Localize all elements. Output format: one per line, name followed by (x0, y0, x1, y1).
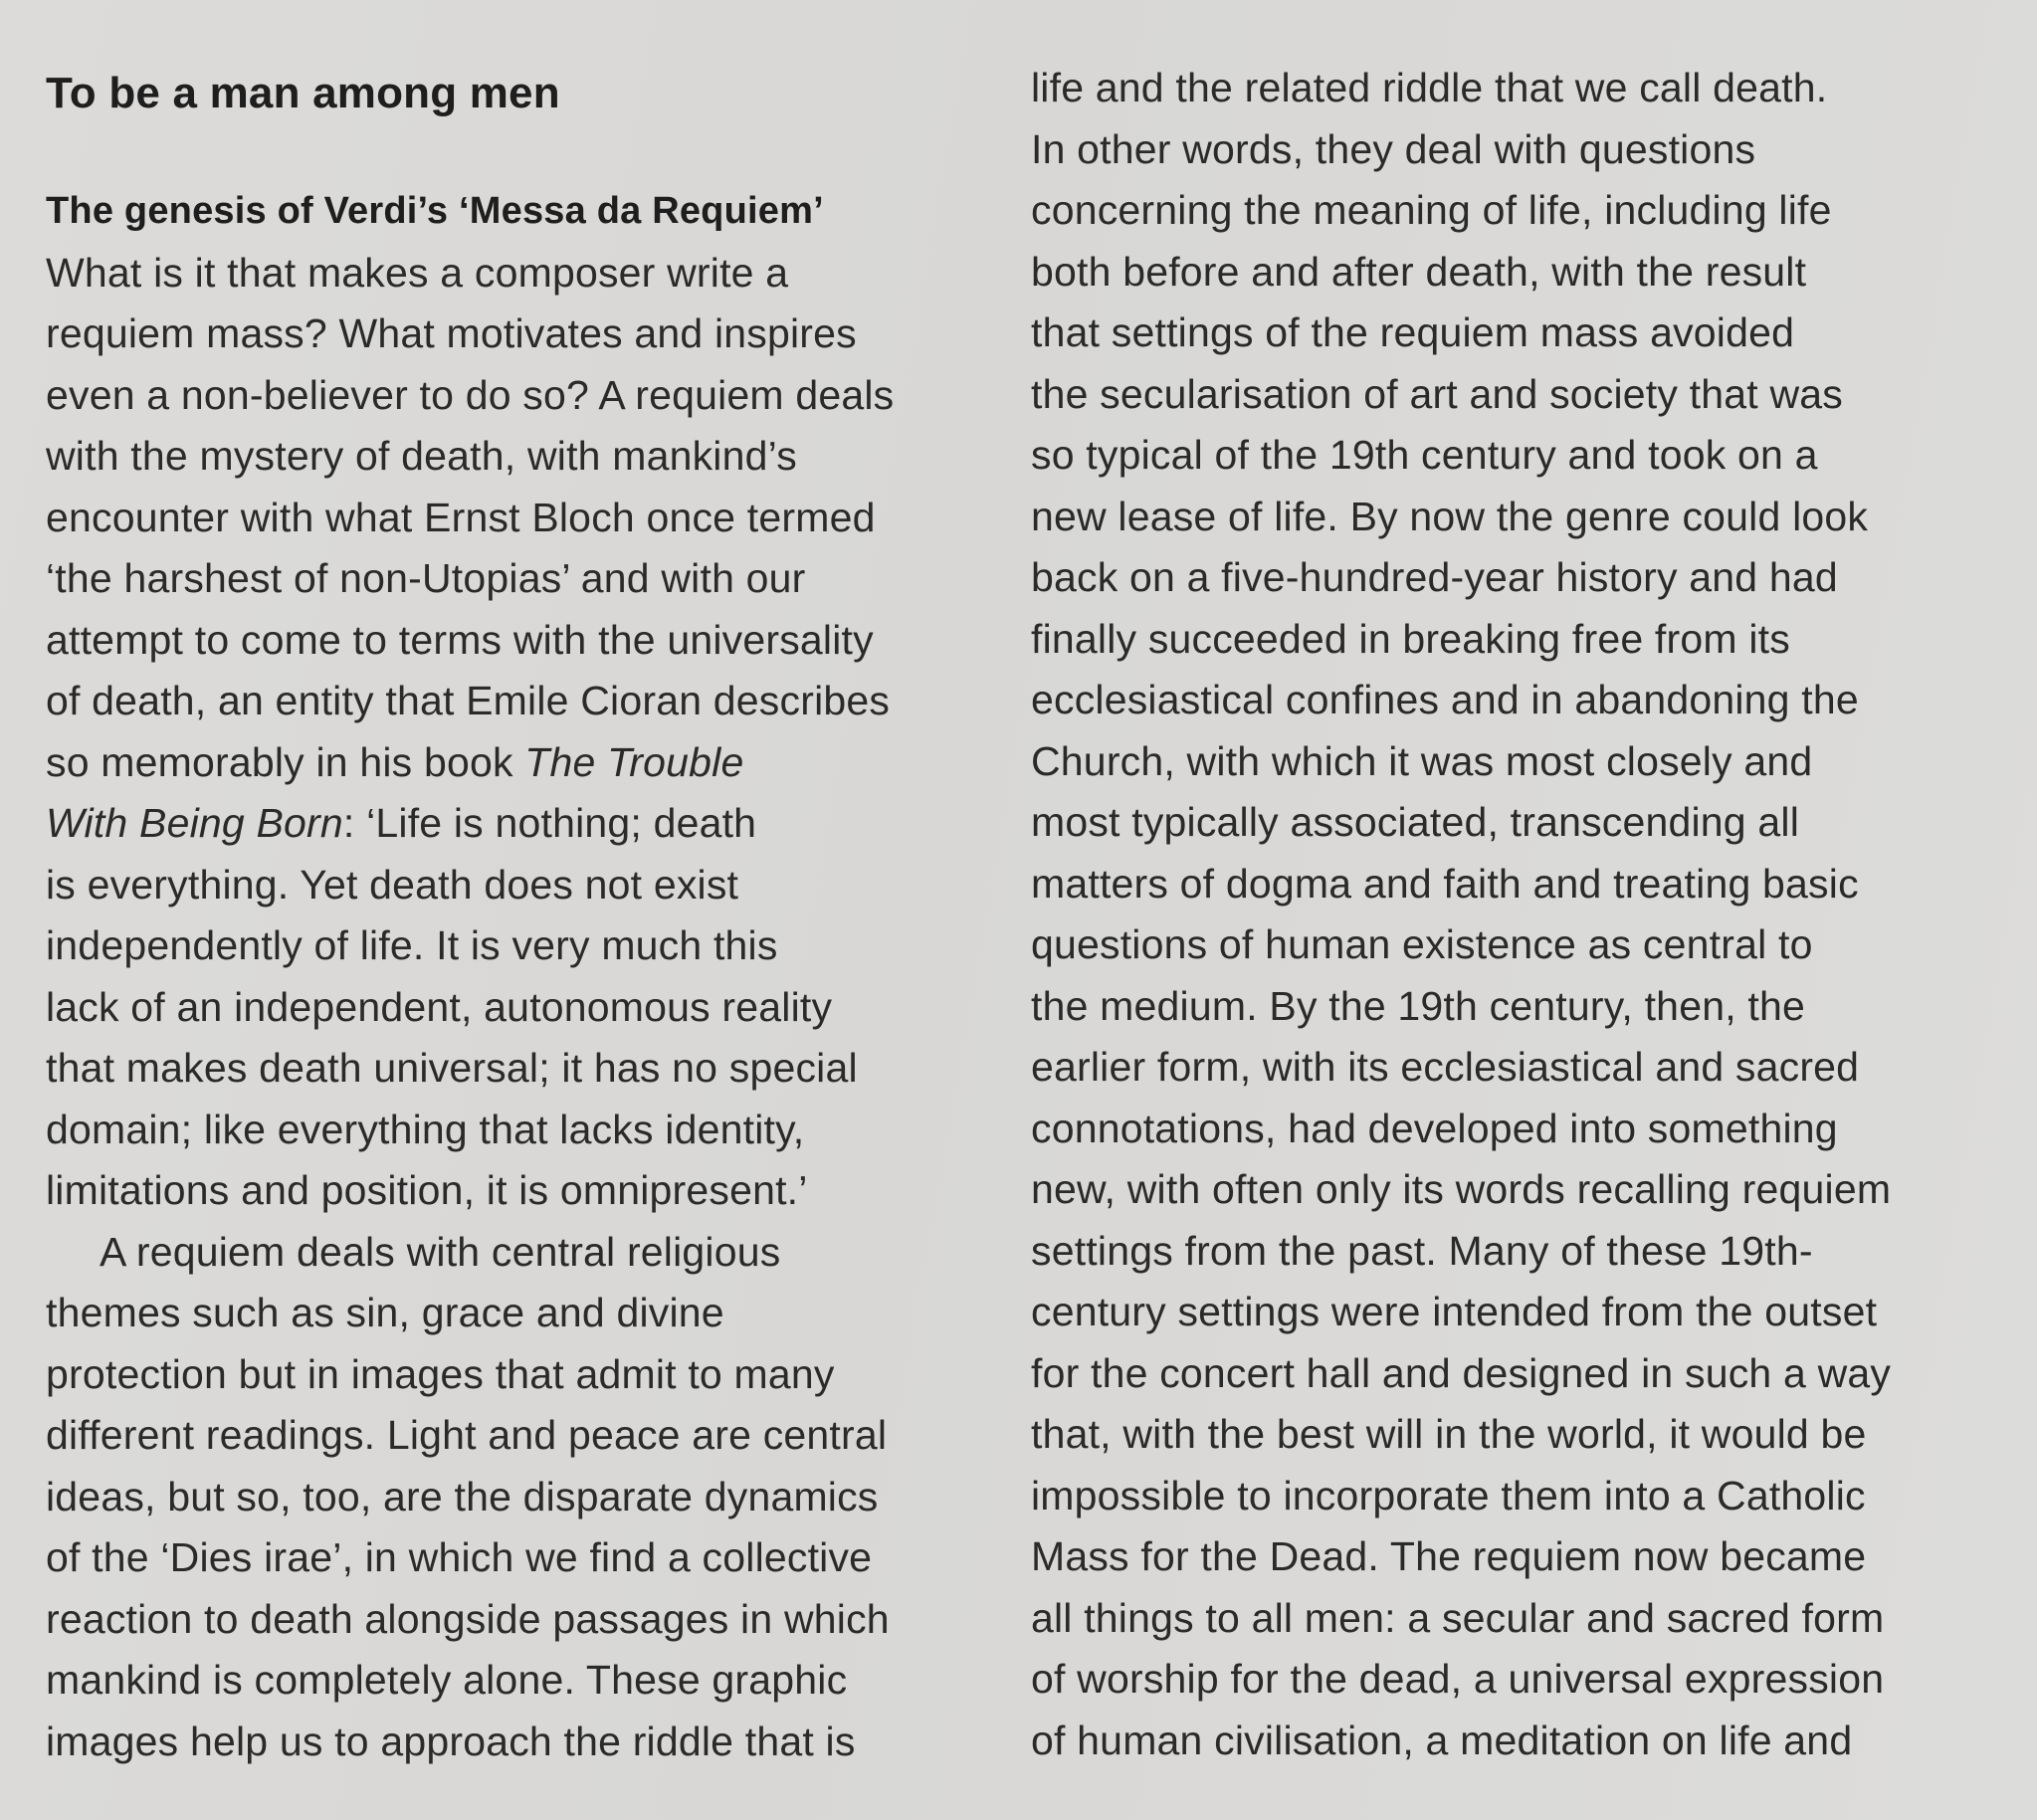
text-fragment: : ‘Life is nothing; death (342, 800, 757, 846)
text-line: that makes death universal; it has no special (46, 1045, 858, 1091)
text-line: ideas, but so, too, are the disparate dynamics (46, 1473, 879, 1519)
text-line: so typical of the 19th century and took on a (1031, 432, 1818, 478)
text-line: is everything. Yet death does not exist (46, 861, 739, 908)
text-line: new lease of life. By now the genre could look (1031, 493, 1869, 539)
text-line: most typically associated, transcending all (1031, 799, 1800, 845)
text-line: of worship for the dead, a universal expression (1031, 1656, 1885, 1702)
text-line: of the ‘Dies irae’, in which we find a collective (46, 1534, 873, 1580)
text-line: that, with the best will in the world, it would be (1031, 1411, 1867, 1457)
text-line (46, 732, 961, 794)
text-line: that settings of the requiem mass avoided (1031, 309, 1795, 355)
text-line: questions of human existence as central to (1031, 921, 1813, 967)
text-line: In other words, they deal with questions (1031, 125, 1756, 172)
text-line: themes such as sin, grace and divine (46, 1290, 724, 1335)
right-column (1031, 58, 1986, 1771)
text-line: both before and after death, with the result (1031, 248, 1807, 295)
text-line: concerning the meaning of life, including life (1031, 187, 1832, 233)
text-line: What is it that makes a composer write a (46, 249, 789, 296)
text-line: independently of life. It is very much this (46, 922, 778, 968)
text-line: with the mystery of death, with mankind’s (46, 433, 797, 479)
text-line: settings from the past. Many of these 19th- (1031, 1227, 1813, 1274)
text-line (46, 793, 961, 855)
paragraph-start-line: A requiem deals with central religious (100, 1228, 781, 1275)
text-line: images help us to approach the riddle that is (46, 1718, 856, 1764)
text-line: limitations and position, it is omnipresent.’ (46, 1167, 808, 1213)
text-line: attempt to come to terms with the universality (46, 616, 874, 663)
text-line: finally succeeded in breaking free from its (1031, 615, 1790, 662)
text-line: earlier form, with its ecclesiastical and sacred (1031, 1044, 1860, 1090)
text-line: lack of an independent, autonomous reality (46, 983, 833, 1030)
text-line: ecclesiastical confines and in abandoning the (1031, 677, 1859, 722)
text-line: new, with often only its words recalling requiem (1031, 1166, 1892, 1212)
book-title-fragment: With Being Born (46, 800, 343, 846)
text-line: all things to all men: a secular and sacred form (1031, 1594, 1885, 1641)
text-line: matters of dogma and faith and treating basic (1031, 860, 1859, 907)
text-line: protection but in images that admit to many (46, 1350, 835, 1397)
article-title: To be a man among men (46, 69, 560, 117)
book-title-fragment: The Trouble (524, 738, 744, 785)
text-line: ‘the harshest of non-Utopias’ and with our (46, 555, 806, 601)
article-subtitle: The genesis of Verdi’s ‘Messa da Requiem’ (46, 190, 824, 232)
left-column (46, 66, 961, 1772)
text-line: back on a five-hundred-year history and had (1031, 554, 1838, 600)
text-line: impossible to incorporate them into a Catholic (1031, 1472, 1866, 1518)
text-line: of human civilisation, a meditation on life and (1031, 1717, 1853, 1763)
text-line: connotations, had developed into something (1031, 1105, 1838, 1151)
text-line: mankind is completely alone. These graphic (46, 1657, 848, 1703)
text-line: century settings were intended from the outset (1031, 1289, 1878, 1334)
text-line: Church, with which it was most closely and (1031, 737, 1813, 784)
text-line: Mass for the Dead. The requiem now became (1031, 1533, 1867, 1579)
text-line: encounter with what Ernst Bloch once termed (46, 494, 876, 540)
text-line: requiem mass? What motivates and inspires (46, 310, 857, 356)
text-line: domain; like everything that lacks identity, (46, 1106, 805, 1152)
text-line: reaction to death alongside passages in which (46, 1595, 890, 1642)
text-line: of death, an entity that Emile Cioran describes (46, 678, 891, 723)
text-line: for the concert hall and designed in such a way (1031, 1349, 1892, 1396)
text-line: the secularisation of art and society that was (1031, 370, 1843, 417)
text-line: the medium. By the 19th century, then, the (1031, 982, 1805, 1029)
text-fragment: so memorably in his book (46, 738, 525, 785)
text-line: different readings. Light and peace are central (46, 1412, 888, 1458)
text-line: even a non-believer to do so? A requiem deals (46, 371, 895, 418)
text-line: life and the related riddle that we call death. (1031, 65, 1828, 110)
